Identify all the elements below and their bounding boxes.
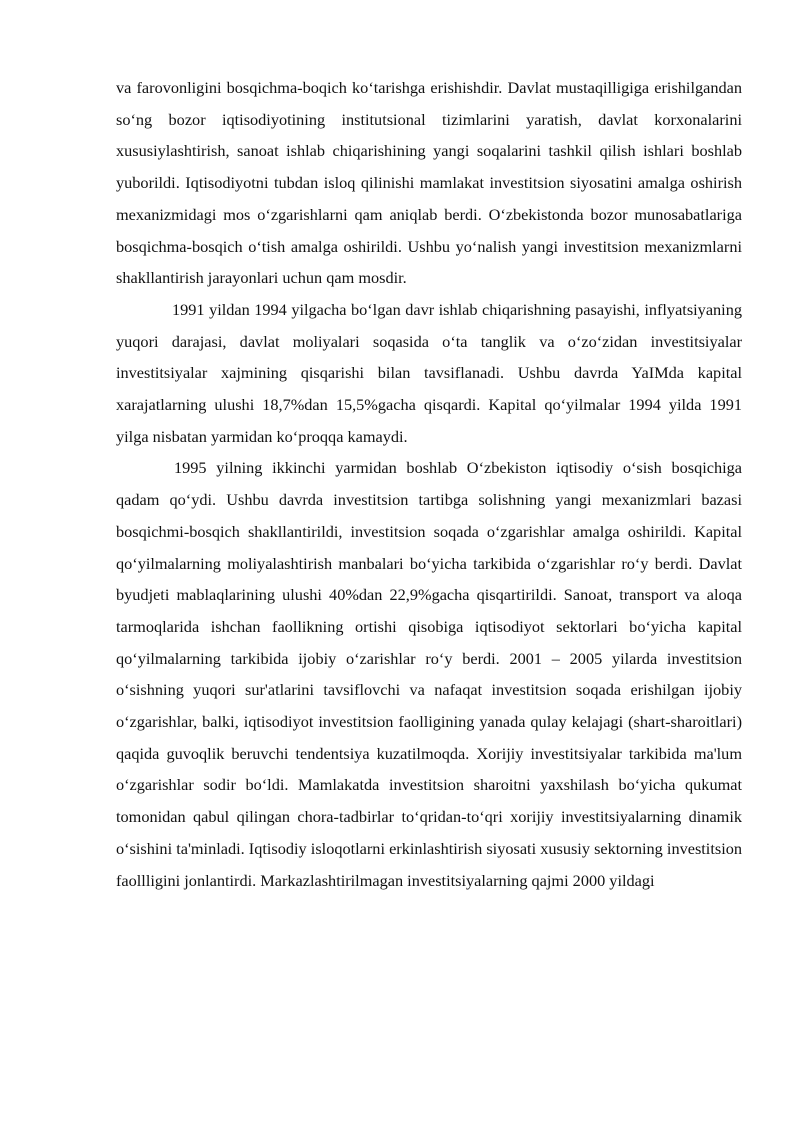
paragraph-continuation: va farovonligini bosqichma-boqich ko‘tarishga erishishdir. Davlat mustaqilligiga erishilgandan so‘ng bozor iqtisodiyotining institutsional tizimlarini yaratish, davlat korxonalarini xususiylashtirish, sanoat ishlab chiqarishining yangi soqalarini tashkil qilish ishlari boshlab yuborildi. Iqtisodiyotni tubdan isloq qilinishi mamlakat investitsion siyosatini amalga oshirish mexanizmidagi mos o‘zgarishlarni qam aniqlab berdi. O‘zbekistonda bozor munosabatlariga bosqichma-bosqich o‘tish amalga oshirildi. Ushbu yo‘nalish yangi investitsion mexanizmlarni shakllantirish jarayonlari uchun qam mosdir.	[116, 78, 742, 288]
paragraph-1991-1994: 1991 yildan 1994 yilgacha bo‘lgan davr ishlab chiqarishning pasayishi, inflyatsiyaning yuqori darajasi, davlat moliyalari soqasida o‘ta tanglik va o‘zo‘zidan investitsiyalar investitsiyalar xajmining qisqarishi bilan tavsiflanadi. Ushbu davrda YaIMda kapital xarajatlarning ulushi 18,7%dan 15,5%gacha qisqardi. Kapital qo‘yilmalar 1994 yilda 1991 yilga nisbatan yarmidan ko‘proqqa kamaydi.	[116, 299, 742, 446]
paragraph-1995-onwards: 1995 yilning ikkinchi yarmidan boshlab O‘zbekiston iqtisodiy o‘sish bosqichiga qadam qo‘ydi. Ushbu davrda investitsion tartibga solishning yangi mexanizmlari bazasi bosqichmi-bosqich shakllantirildi, investitsion soqada o‘zgarishlar amalga oshirildi. Kapital qo‘yilmalarning moliyalashtirish manbalari bo‘yicha tarkibida o‘zgarishlar ro‘y berdi. Davlat byudjeti mablaqlarining ulushi 40%dan 22,9%gacha qisqartirildi. Sanoat, transport va aloqa tarmoqlarida ishchan faollikning ortishi qisobiga iqtisodiyot sektorlari bo‘yicha kapital qo‘yilmalarning tarkibida ijobiy o‘zarishlar ro‘y berdi. 2001 – 2005 yilarda investitsion o‘sishning yuqori sur'atlarini tavsiflovchi va nafaqat investitsion soqada erishilgan ijobiy o‘zgarishlar, balki, iqtisodiyot investitsion faolligining yanada qulay kelajagi (shart-sharoitlari) qaqida guvoqlik beruvchi tendentsiya kuzatilmoqda. Xorijiy investitsiyalar tarkibida ma'lum o‘zgarishlar sodir bo‘ldi. Mamlakatda investitsion sharoitni yaxshilash bo‘yicha qukumat tomonidan qabul qilingan chora-tadbirlar to‘qridan-to‘qri xorijiy investitsiyalarning dinamik o‘sishini ta'minladi. Iqtisodiy isloqotlarni erkinlashtirish siyosati xususiy sektorning investitsion faollligini jonlantirdi. Markazlashtirilmagan investitsiyalarning qajmi 2000 yildagi	[116, 458, 742, 890]
body-text	[116, 72, 742, 896]
